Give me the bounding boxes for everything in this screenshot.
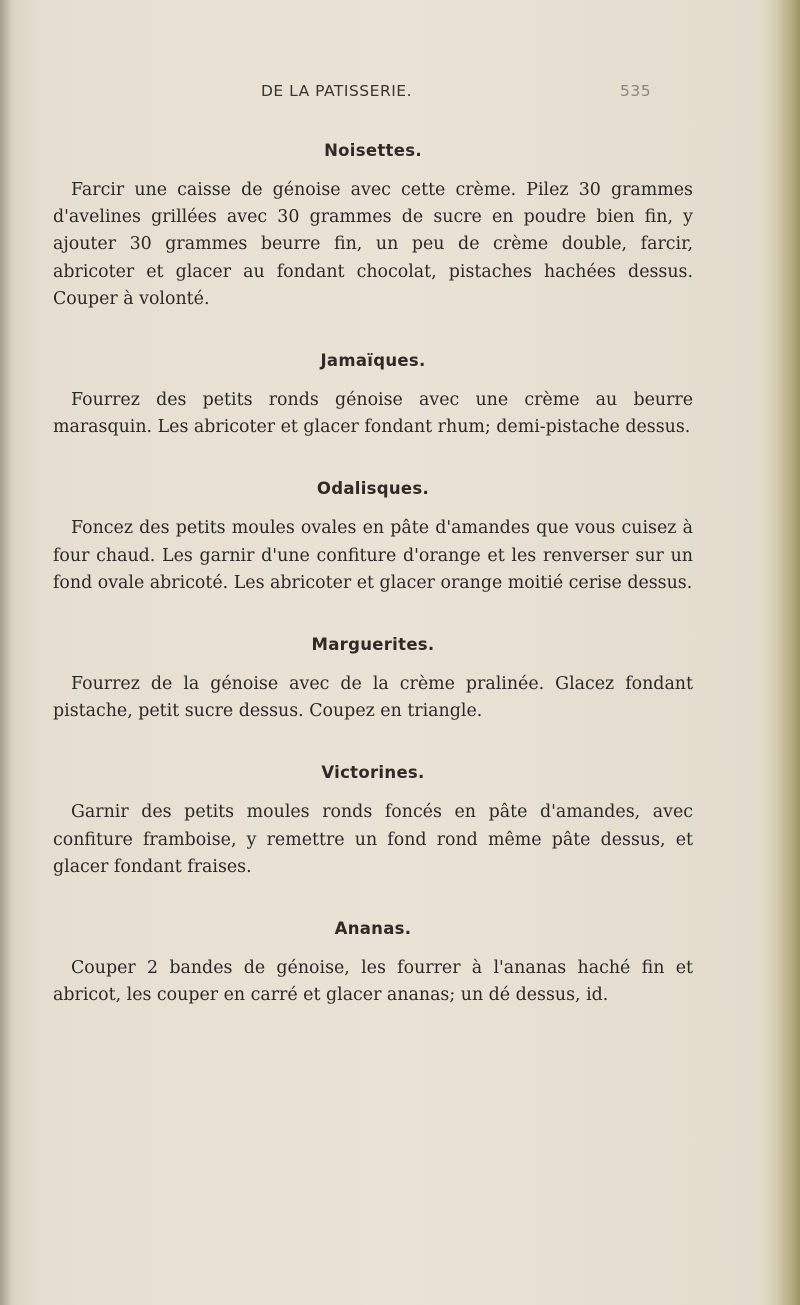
recipe-entry-marguerites — [53, 634, 693, 725]
recipe-text: Garnir des petits moules ronds foncés en pâte d'amandes, avec confiture framboise, y remettre un fond rond même pâte dessus, et glacer fondant fraises. — [53, 802, 693, 877]
recipe-entry-odalisques — [53, 478, 693, 597]
recipe-title: Odalisques. — [316, 479, 430, 499]
recipe-text: Foncez des petits moules ovales en pâte d'amandes que vous cuisez à four chaud. Les garnir d'une confiture d'orange et les renverser sur un fond ovale abricoté. Les abricoter et glacer orange moitié cerise dessus. — [53, 518, 693, 593]
recipe-entry-noisettes — [53, 140, 693, 313]
recipe-text: Fourrez de la génoise avec de la crème pralinée. Glacez fondant pistache, petit sucre dessus. Coupez en triangle. — [53, 674, 693, 722]
recipe-title: Victorines. — [321, 763, 425, 783]
recipe-title: Jamaïques. — [320, 351, 426, 371]
recipe-text: Farcir une caisse de génoise avec cette crème. Pilez 30 grammes d'avelines grillées avec 30 grammes de sucre en poudre bien fin, y ajouter 30 grammes beurre fin, un peu de crème double, farcir, abricoter et glacer au fondant chocolat, pistaches hachées dessus. Couper à volonté. — [53, 180, 693, 309]
page-right-edge — [778, 0, 800, 1305]
recipe-list — [53, 140, 693, 1009]
recipe-entry-victorines — [53, 762, 693, 881]
running-title: DE LA PATISSERIE. — [261, 82, 413, 100]
recipe-text: Couper 2 bandes de génoise, les fourrer à l'ananas haché fin et abricot, les couper en carré et glacer ananas; un dé dessus, id. — [53, 958, 693, 1006]
page-left-edge — [0, 0, 10, 1305]
recipe-entry-ananas — [53, 918, 693, 1009]
recipe-title: Marguerites. — [311, 635, 435, 655]
recipe-entry-jamaiques — [53, 350, 693, 441]
recipe-title: Ananas. — [334, 919, 412, 939]
running-head — [55, 82, 655, 106]
page-number: 535 — [620, 82, 652, 100]
recipe-title: Noisettes. — [324, 141, 422, 160]
recipe-text: Fourrez des petits ronds génoise avec une crème au beurre marasquin. Les abricoter et glacer fondant rhum; demi-pistache dessus. — [53, 390, 693, 438]
